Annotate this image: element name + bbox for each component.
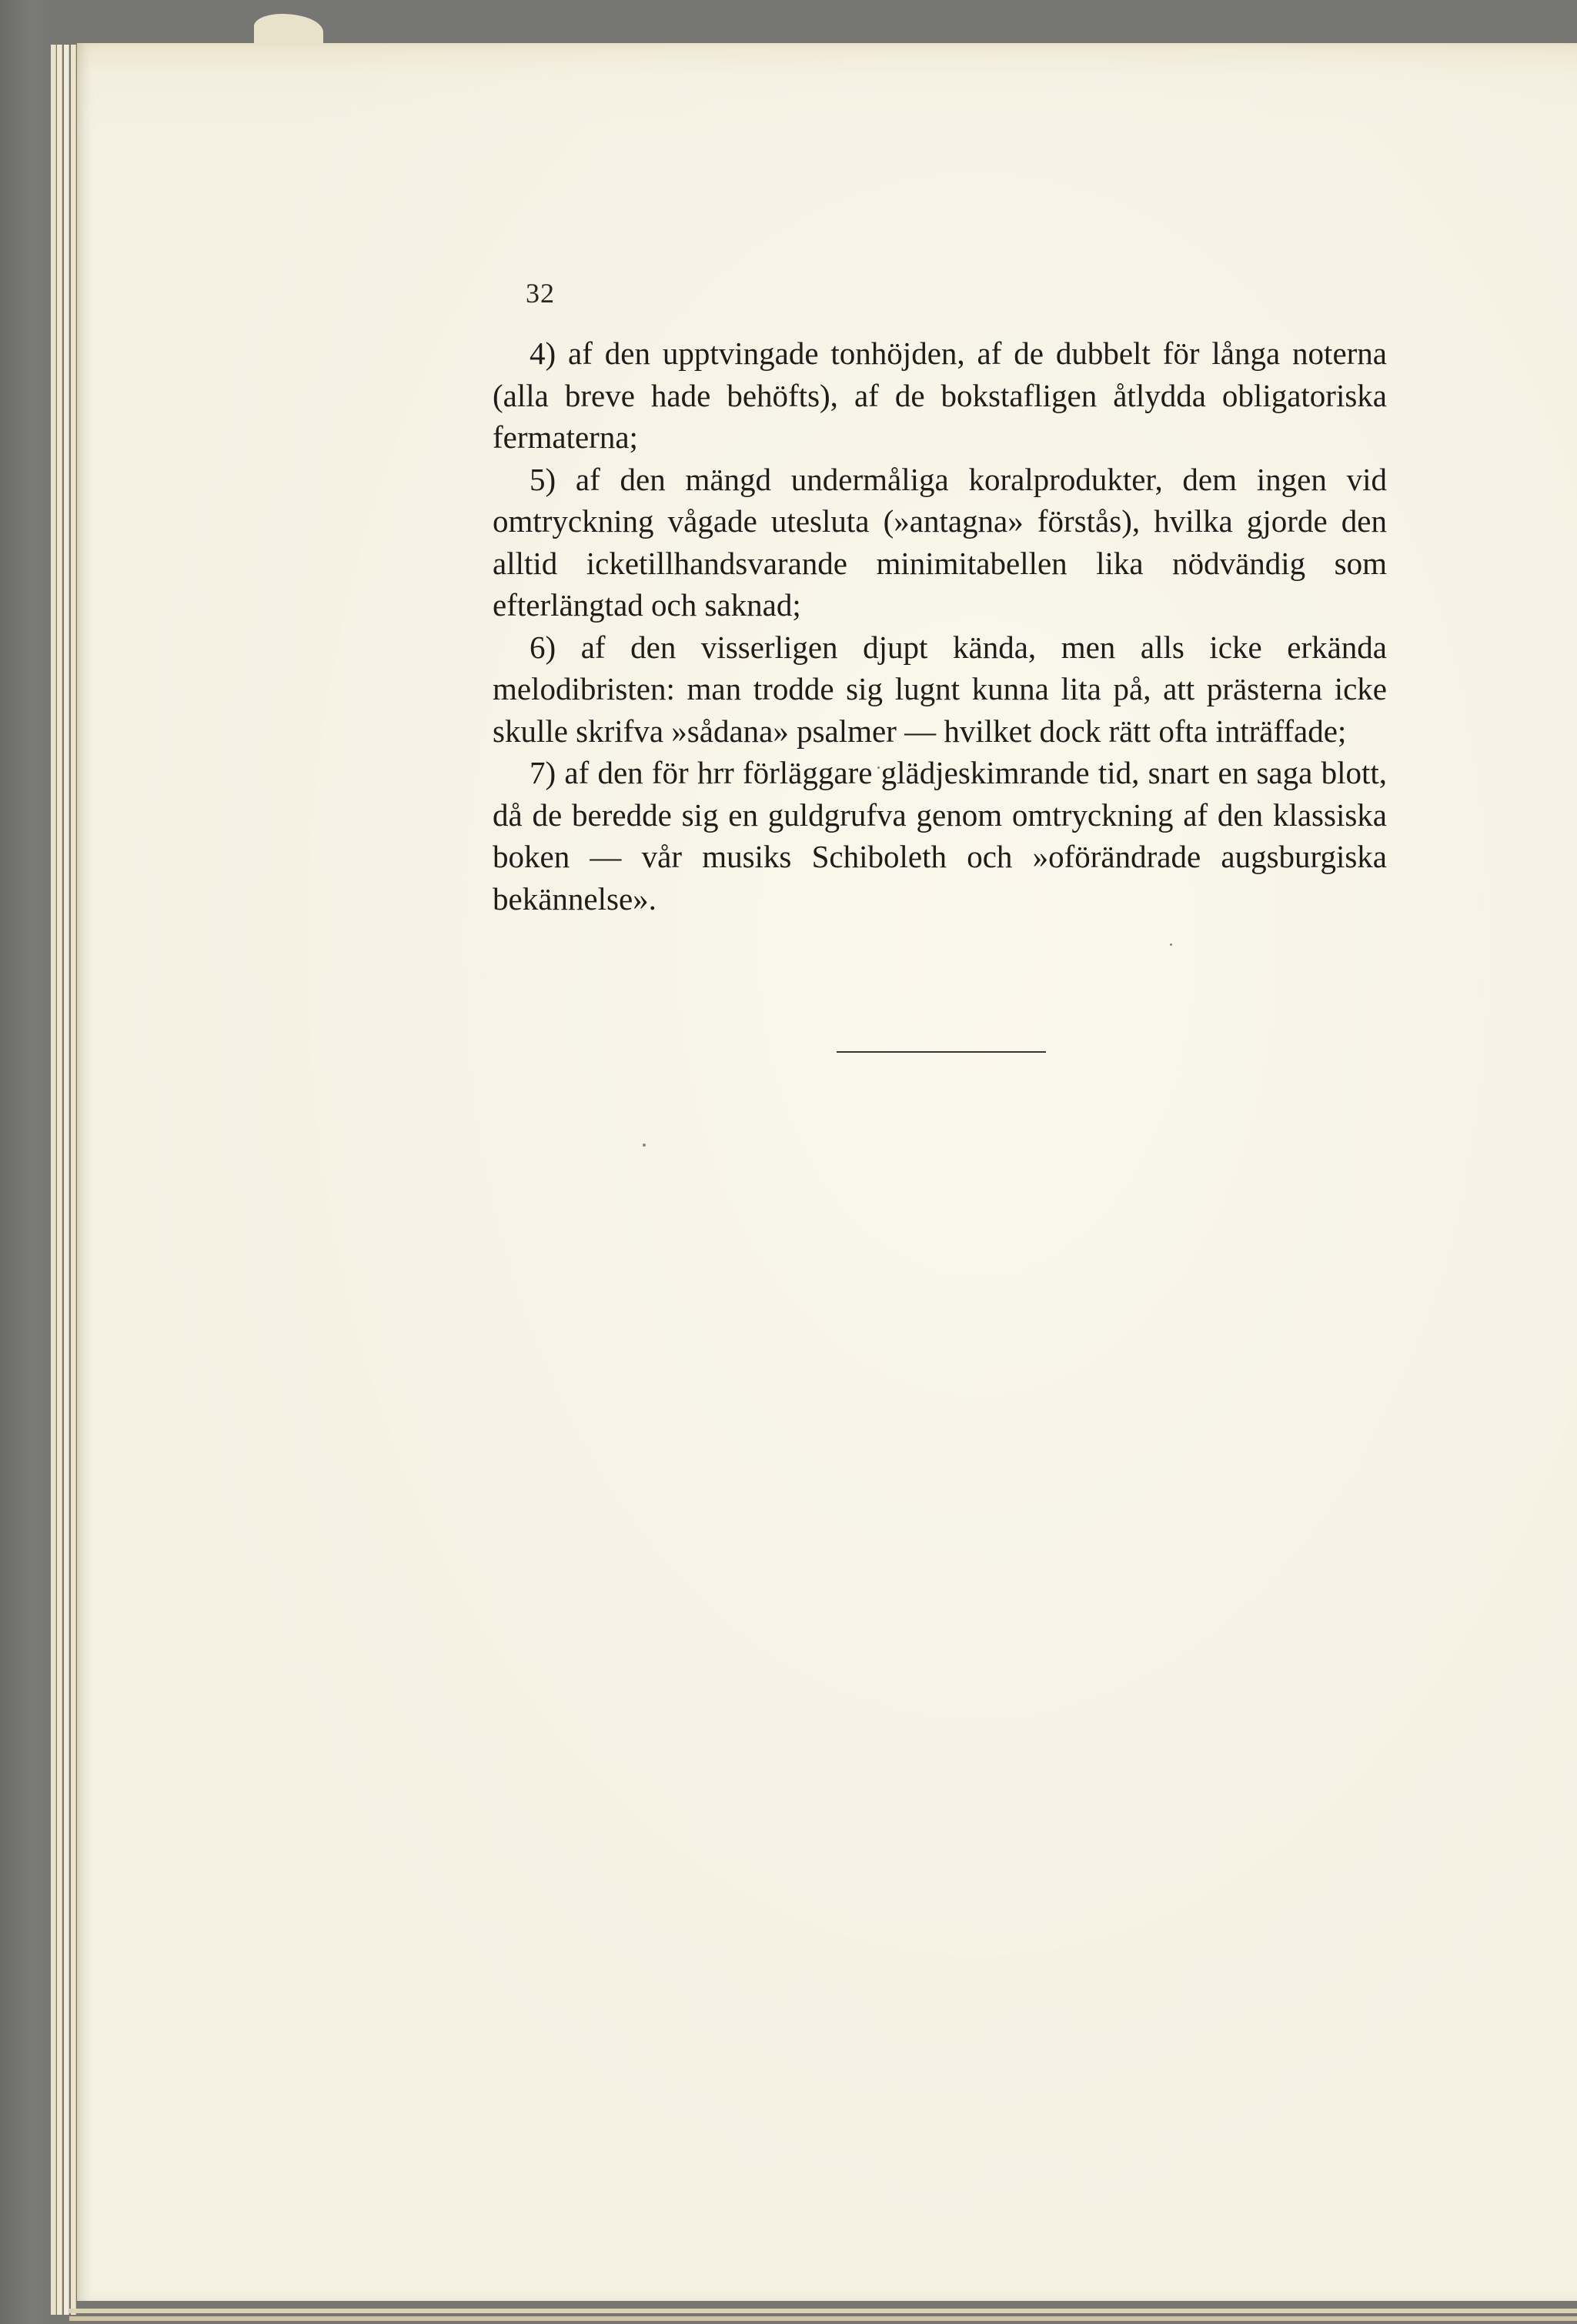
page-number: 32 (526, 278, 555, 309)
paper-speck (643, 1144, 646, 1147)
page-stack-edge (57, 45, 62, 2315)
paper-speck (1170, 943, 1172, 946)
list-item-7: 7) af den för hrr förläggare glädjeskimrande tid, snart en saga blott, då de beredde sig en guldgrufva genom omtryckning af den klassiska boken — vår musiks Schiboleth och »oförändrade augsburgiska bekännelse». (493, 755, 1387, 917)
body-text (493, 332, 1387, 920)
page-stack-edge (71, 45, 76, 2315)
page-stack-bottom-edge (69, 2309, 1577, 2313)
list-item-5: 5) af den mängd undermåliga koralprodukter, dem ingen vid omtryckning vågade utesluta (»antagna» förstås), hvilka gjorde den alltid icketillhandsvarande minimitabellen lika nödvändig som efterlängtad och saknad; (493, 461, 1387, 623)
list-item-6: 6) af den visserligen djupt kända, men alls icke erkända melodibristen: man trodde sig lugnt kunna lita på, att prästerna icke skulle skrifva »sådana» psalmer — hvilket dock rätt ofta inträffade; (493, 629, 1387, 749)
list-item-4: 4) af den upptvingade tonhöjden, af de dubbelt för långa noterna (alla breve hade behöfts), af de bokstafligen åtlydda obligatoriska fermaterna; (493, 336, 1387, 455)
section-divider (837, 1051, 1046, 1053)
page-stack-edge (51, 45, 56, 2315)
page-stack-bottom-edge (69, 2316, 1577, 2321)
page-stack-edge (64, 45, 69, 2315)
